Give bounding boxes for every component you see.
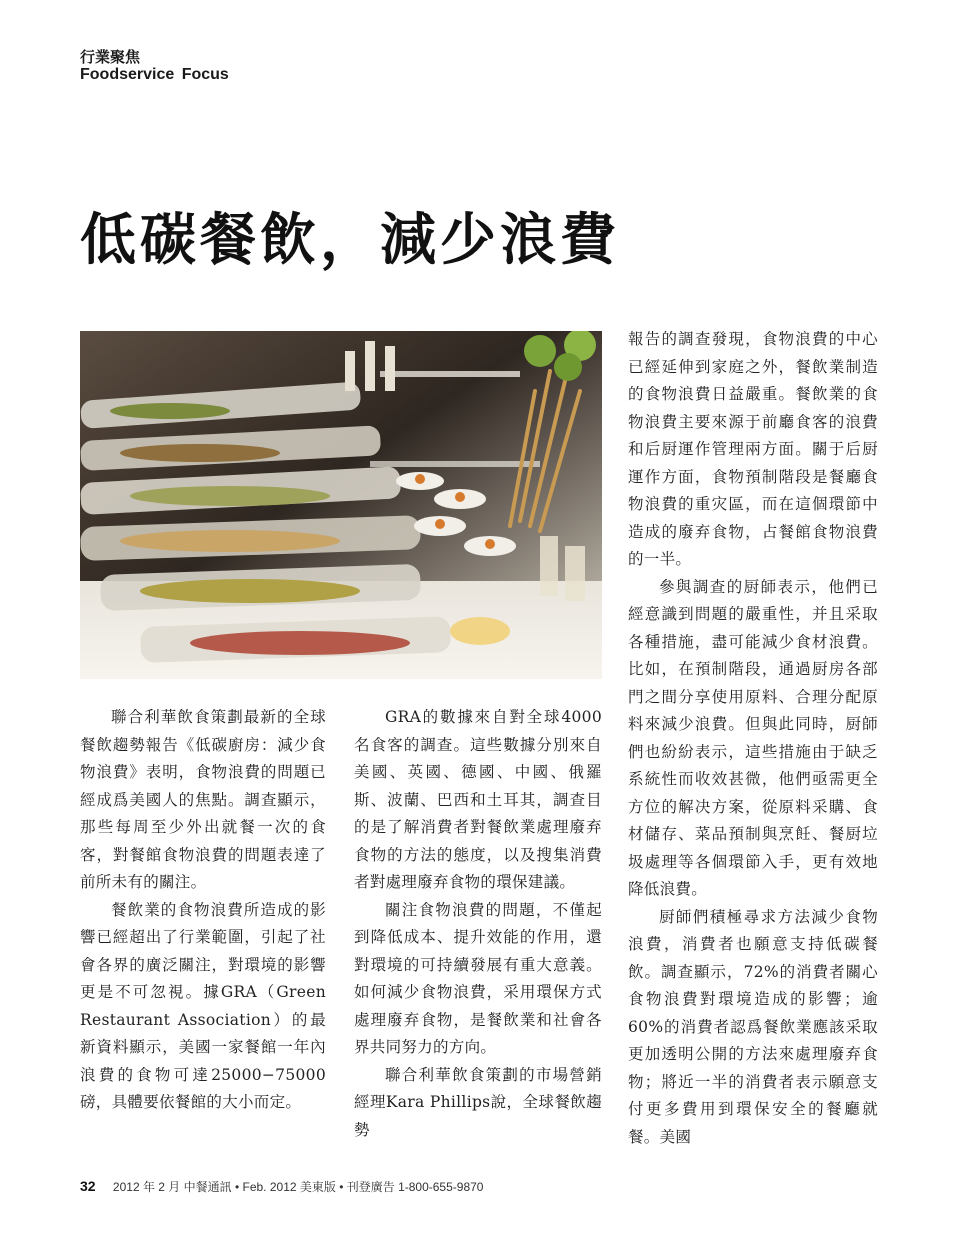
- footer-publication-info: 2012 年 2 月 中餐通訊 • Feb. 2012 美東版 • 刊登廣告 1-800-655-9870: [112, 1180, 484, 1194]
- page-footer: [80, 1178, 483, 1195]
- page-number: 32: [80, 1178, 96, 1194]
- article-column-2: [354, 704, 602, 1144]
- article-column-3: [628, 326, 878, 1151]
- paragraph: 聯合利華飲食策劃的市場營銷經理Kara Phillips說，全球餐飲趨勢: [354, 1065, 602, 1139]
- paragraph: 關注食物浪費的問題，不僅起到降低成本、提升效能的作用，還對環境的可持續發展有重大意義。如何減少食物浪費，采用環保方式處理廢弃食物，是餐飲業和社會各界共同努力的方向。: [354, 900, 602, 1056]
- paragraph: 聯合利華飲食策劃最新的全球餐飲趨勢報告《低碳廚房：減少食物浪費》表明，食物浪費的問題已經成爲美國人的焦點。調查顯示，那些每周至少外出就餐一次的食客，對餐館食物浪費的問題表達了前所未有的關注。: [80, 708, 326, 891]
- paragraph: 厨師們積極尋求方法減少食物浪費，消費者也願意支持低碳餐飲。調查顯示，72%的消費者關心食物浪費對環境造成的影響；逾60%的消費者認爲餐飲業應該采取更加透明公開的方法來處理廢弃食物；將近一半的消費者表示願意支付更多費用到環保安全的餐廳就餐。美國: [628, 907, 878, 1146]
- paragraph: 報告的調查發現，食物浪費的中心已經延伸到家庭之外，餐飲業制造的食物浪費日益嚴重。餐飲業的食物浪費主要來源于前廳食客的浪費和后厨運作管理兩方面。關于后厨運作方面，食物預制階段是餐廳食物浪費的重灾區，而在這個環節中造成的廢弃食物，占餐館食物浪費的一半。: [628, 330, 878, 568]
- article-column-1: [80, 704, 326, 1117]
- paragraph: GRA的數據來自對全球4000名食客的調查。這些數據分別來自美國、英國、德國、中國、俄羅斯、波蘭、巴西和土耳其，調查目的是了解消費者對餐飲業處理廢弃食物的方法的態度，以及搜集消費者對處理廢弃食物的環保建議。: [354, 708, 602, 891]
- paragraph: 參與調查的厨師表示，他們已經意識到問題的嚴重性，并且采取各種措施，盡可能減少食材浪費。比如，在預制階段，通過厨房各部門之間分享使用原料、合理分配原料來減少浪費。但與此同時，厨師們也紛紛表示，這些措施由于缺乏系統性而收效甚微，他們亟需更全方位的解决方案，從原料采購、食材儲存、菜品預制與烹飪、餐厨垃圾處理等各個環節入手，更有效地降低浪費。: [628, 577, 878, 898]
- paragraph: 餐飲業的食物浪費所造成的影響已經超出了行業範圍，引起了社會各界的廣泛關注，對環境的影響更是不可忽視。據GRA（Green Restaurant Association）的最新資料顯示，美國一家餐館一年內浪費的食物可達25000−75000磅，具體要依餐館的大小而定。: [80, 900, 326, 1111]
- article-title: 低碳餐飲，減少浪費: [80, 207, 620, 273]
- section-label-chinese: 行業聚焦: [80, 48, 141, 66]
- buffet-food-photo-icon: [80, 331, 602, 679]
- buffet-food-photo: [80, 331, 602, 679]
- section-header: [80, 49, 229, 85]
- section-label-english: Foodservice Focus: [80, 66, 229, 84]
